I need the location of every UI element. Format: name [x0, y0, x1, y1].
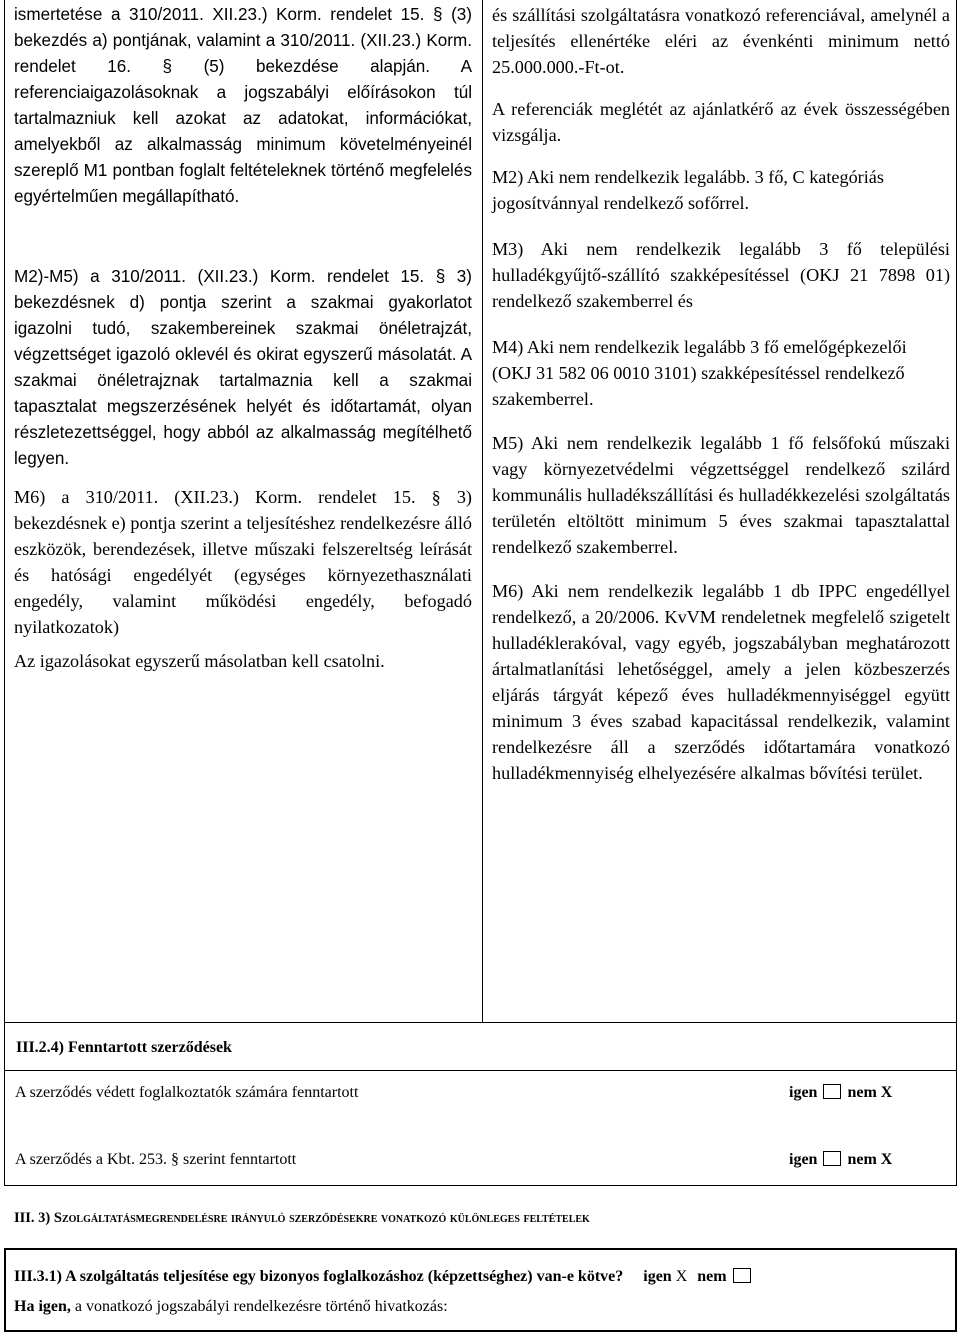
left-paragraph-1: ismertetése a 310/2011. XII.23.) Korm. rendelet 15. § (3) bekezdés a) pontjának, valamint a 310/2011. (XII.23.) Korm. rendelet 16. § (5) bekezdése alapján. A referenciaigazolásoknak a jogszabályi előírásokon túl tartalmazniuk kell azokat az adatokat, információkat, amelyekből az alkalmasság minimum követelményeinél szereplő M1 pontban foglalt feltételeknek történő megfelelés egyértelműen megállapítható. — [14, 5, 472, 206]
profession-no-checkbox[interactable] — [733, 1268, 751, 1283]
profession-requirement-box — [4, 1248, 957, 1332]
section-33-heading-prefix: III. 3) S — [14, 1210, 62, 1226]
kbt-253-choice — [789, 1151, 892, 1169]
right-paragraph-1: és szállítási szolgáltatásra vonatkozó referenciával, amelynél a teljesítés ellenértéke eléri az évenkénti minimum nettó 25.000.000.-Ft-ot. — [492, 5, 950, 77]
sheltered-workshop-row-label: A szerződés védett foglalkoztatók számára fenntartott — [15, 1084, 359, 1101]
right-paragraph-7: M6) Aki nem rendelkezik legalább 1 db IPPC engedéllyel rendelkező, a 20/2006. KvVM rendeletnek megfelelő szigetelt hulladéklerakóval, vagy egyéb, jogszabályban meghatározott ártalmatlanítási lehetőséggel, amely a jelen közbeszerzés eljárás tárgyát képező éves hulladékmennyiséggel együtt minimum 3 éves szabad kapacitással rendelkezik, valamint rendelkezésre áll a szerződés időtartamára vonatkozó hulladékmennyiség elhelyezésére alkalmas bővítési terület. — [492, 581, 950, 783]
reserved-contracts-heading: III.2.4) Fenntartott szerződések — [16, 1039, 232, 1056]
profession-question-row — [14, 1268, 757, 1286]
reserved-contracts-divider — [5, 1070, 956, 1071]
right-paragraph-4: M3) Aki nem rendelkezik legalább 3 fő települési hulladékgyűjtő-szállító szakképesítéssel (OKJ 21 7898 01) rendelkező szakemberrel és — [492, 239, 950, 311]
left-paragraph-4: Az igazolásokat egyszerű másolatban kell csatolni. — [14, 651, 385, 671]
right-paragraph-6: M5) Aki nem rendelkezik legalább 1 fő felsőfokú műszaki vagy környezetvédelmi végzettséggel rendelkező szilárd kommunális hulladékszállítási és hulladékkezelési szolgáltatás területén eltöltött minimum 5 éves szakmai tapasztalattal rendelkező szakemberrel. — [492, 433, 950, 557]
right-paragraph-3: M2) Aki nem rendelkezik legalább. 3 fő, C kategóriás jogosítvánnyal rendelkező sofőrrel. — [492, 167, 884, 213]
kbt-253-no-label: nem X — [847, 1151, 893, 1168]
if-yes-row — [14, 1298, 448, 1316]
sheltered-workshop-no-label: nem X — [847, 1084, 893, 1101]
left-paragraph-3: M6) a 310/2011. (XII.23.) Korm. rendelet 15. § 3) bekezdésnek e) pontja szerint a teljesítéshez rendelkezésre álló eszközök, berendezések, illetve műszaki felszereltség leírását és hatósági engedélyét (egységes környezethasználati engedély, valamint működési engedély, befogadó nyilatkozatok) — [14, 487, 472, 637]
table-left-border — [4, 0, 5, 1022]
left-paragraph-2: M2)-M5) a 310/2011. (XII.23.) Korm. rendelet 15. § 3) bekezdésnek d) pontja szerint a szakmai gyakorlatot igazolni tudó, szakembereinek szakmai önéletrajzát, végzettséget igazoló oklevél és okirat egyszerű másolatát. A szakmai önéletrajznak tartalmaznia kell a szakmai tapasztalat megszerzésének helyét és időtartamát, olyan részletezettséggel, hogy abból az alkalmasság megítélhető legyen. — [14, 267, 472, 468]
kbt-253-row-label: A szerződés a Kbt. 253. § szerint fenntartott — [15, 1151, 297, 1168]
right-column — [492, 2, 950, 786]
if-yes-reference-label: a vonatkozó jogszabályi rendelkezésre történő hivatkozás: — [70, 1298, 448, 1315]
profession-no-label: nem — [697, 1268, 727, 1285]
left-column — [14, 2, 472, 674]
section-33-heading-rest: zolgáltatásmegrendelésre irányuló szerződésekre vonatkozó különleges feltételek — [61, 1210, 590, 1226]
table-center-divider — [482, 0, 483, 1022]
kbt-253-yes-label: igen — [789, 1151, 818, 1168]
right-paragraph-5: M4) Aki nem rendelkezik legalább 3 fő emelőgépkezelői (OKJ 31 582 06 0010 3101) szakképesítéssel rendelkező szakemberrel. — [492, 337, 907, 409]
if-yes-label: Ha igen, — [14, 1298, 71, 1315]
profession-yes-mark[interactable]: X — [675, 1268, 688, 1285]
profession-yes-label: igen — [643, 1268, 672, 1285]
right-paragraph-2: A referenciák meglétét az ajánlatkérő az évek összességében vizsgálja. — [492, 99, 950, 145]
section-33-heading — [14, 1210, 590, 1227]
sheltered-workshop-choice — [789, 1084, 892, 1102]
table-right-border — [956, 0, 957, 1022]
sheltered-workshop-yes-checkbox[interactable] — [823, 1084, 841, 1099]
kbt-253-yes-checkbox[interactable] — [823, 1151, 841, 1166]
reserved-contracts-box — [4, 1022, 957, 1186]
profession-question: III.3.1) A szolgáltatás teljesítése egy bizonyos foglalkozáshoz (képzettséghez) van-e kötve? — [14, 1268, 624, 1285]
sheltered-workshop-yes-label: igen — [789, 1084, 818, 1101]
